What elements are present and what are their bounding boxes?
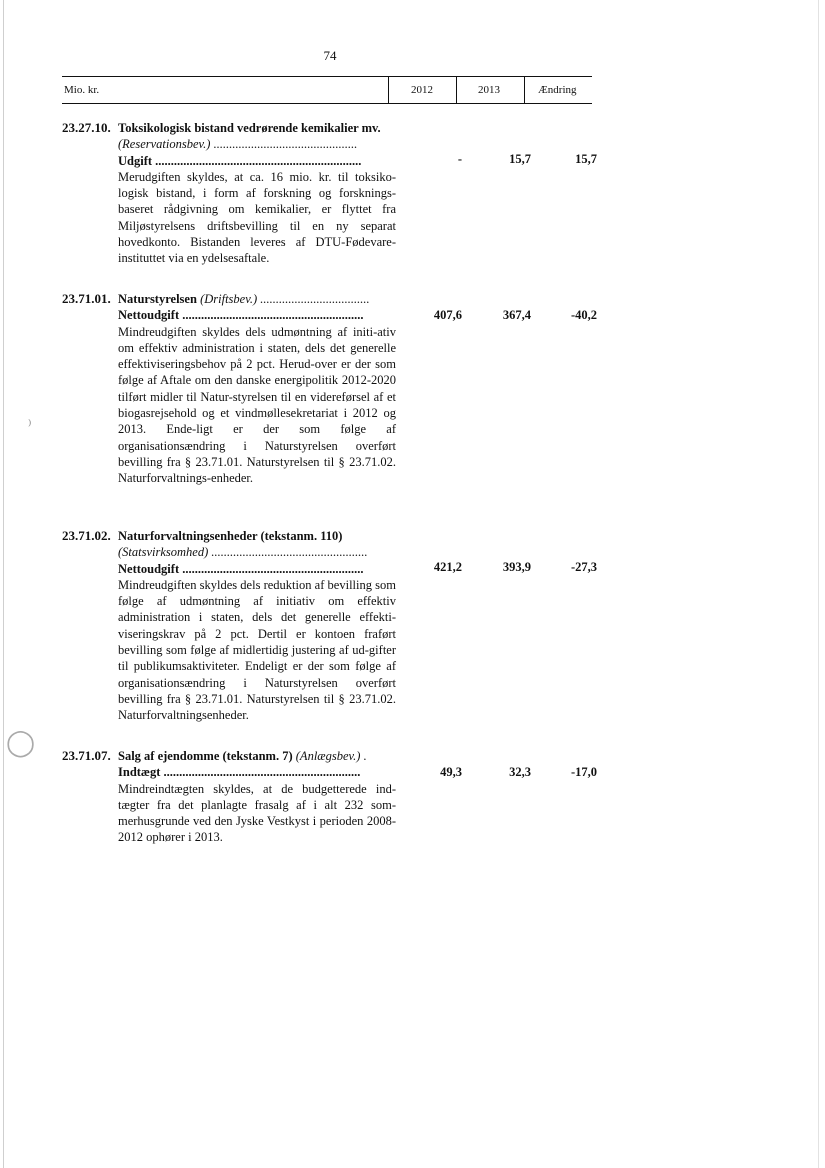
amount-line-label: Nettoudgift ..........................................................: [118, 561, 364, 576]
value-2012: 421,2: [433, 560, 462, 574]
section-body: [118, 528, 396, 724]
header-bottom-rule: [62, 103, 592, 104]
section-number: 23.71.07.: [62, 748, 111, 763]
section-title-text: Toksikologisk bistand vedrørende kemikalier mv.: [118, 121, 381, 135]
section-title: [118, 120, 396, 136]
value-2013: 32,3: [509, 765, 531, 779]
header-divider: [388, 76, 389, 104]
section-description: Mindreindtægten skyldes, at de budgetterede ind-tægter fra det planlagte frasalg af i alt 232 som-merhusgrunde ved den Jyske Vestkyst i perioden 2008-2012 ophører i 2013.: [118, 781, 396, 845]
value-2012: -: [457, 152, 462, 166]
section-title-text: Naturforvaltningsenheder (tekstanm. 110): [118, 529, 343, 543]
section-number: 23.27.10.: [62, 120, 111, 135]
scan-circle-mark-icon: ◯: [6, 728, 36, 757]
section-body: [118, 120, 396, 267]
section-number: 23.71.01.: [62, 291, 111, 306]
header-top-rule: [62, 76, 592, 77]
section-body: [118, 291, 396, 487]
value-2013: 367,4: [502, 308, 531, 322]
unit-label: Mio. kr.: [64, 84, 100, 96]
section-title: [118, 528, 396, 544]
amount-line-label: Indtægt ...............................................................: [118, 765, 361, 780]
column-change-header: Ændring: [538, 84, 577, 96]
scan-edge-right: [818, 0, 819, 1168]
scan-mark-icon: ⁾: [28, 419, 32, 434]
section-description: Mindreudgiften skyldes dels udmøntning af initi-ativ om effektiv administration i staten, dels det generelle effektiviseringsbehov på 2 pct. Herud-over er der som følge af Aftale om den danske energipolitik 2012-2020 tilført midler til Natur-styrelsen til en videreførsel af et biogasrejsehold og et vindmøllesekretariat i 2012 og 2013. Ende-ligt er der som følge af organisationsændring i Naturstyrelsen overført bevilling fra § 23.71.01. Naturstyrelsen til § 23.71.02. Naturforvaltnings-enheder.: [118, 324, 396, 486]
section-description: Merudgiften skyldes, at ca. 16 mio. kr. til toksiko-logisk bistand, i form af forskning og forsknings-baseret rådgivning om kemikalier, er flyttet fra Miljøstyrelsens driftsbevilling til en ny separat hovedkonto. Bistanden leveres af DTU-Fødevare-instituttet via en ydelsesaftale.: [118, 169, 396, 266]
section-title-text: Naturstyrelsen: [118, 292, 197, 306]
header-divider: [524, 76, 525, 104]
header-divider: [456, 76, 457, 104]
column-2013-header: 2013: [478, 84, 500, 96]
section-number: 23.71.02.: [62, 528, 111, 543]
amount-line-label: Nettoudgift ..........................................................: [118, 308, 364, 323]
section-title: [118, 748, 396, 764]
amount-line-label: Udgift ..................................................................: [118, 153, 362, 168]
column-2012-header: 2012: [411, 84, 433, 96]
section-body: [118, 748, 396, 846]
section-title-suffix: (Driftsbev.) ...................................: [200, 292, 370, 306]
value-change: 15,7: [575, 152, 597, 166]
value-2012: 49,3: [440, 765, 462, 779]
value-2012: 407,6: [433, 308, 462, 322]
section-title-suffix: (Anlægsbev.) .: [295, 749, 367, 763]
page-number: 74: [323, 48, 337, 63]
scan-edge-left: [3, 0, 4, 1168]
section-title-text: Salg af ejendomme (tekstanm. 7): [118, 749, 293, 763]
section-subtitle: (Statsvirksomhed) ..................................................: [118, 545, 368, 560]
section-subtitle: (Reservationsbev.) ..............................................: [118, 137, 358, 152]
value-2013: 393,9: [502, 560, 531, 574]
value-change: -17,0: [570, 765, 597, 779]
value-2013: 15,7: [509, 152, 531, 166]
section-description: Mindreudgiften skyldes dels reduktion af bevilling som følge af udmøntning af initiativ om effektiv administration i staten, dels det generelle effekti-viseringskrav på 2 pct. Dertil er kontoen fraført bevilling som følge af midlertidig justering af ud-gifter til publikumsaktiviteter. Endeligt er der som følge af organisationsændring i Naturstyrelsen overført bevilling fra § 23.71.01. Naturstyrelsen til § 23.71.02. Naturforvaltningsenheder.: [118, 577, 396, 723]
column-header-table: [62, 76, 592, 104]
section-title: [118, 291, 396, 307]
value-change: -27,3: [570, 560, 597, 574]
value-change: -40,2: [570, 308, 597, 322]
